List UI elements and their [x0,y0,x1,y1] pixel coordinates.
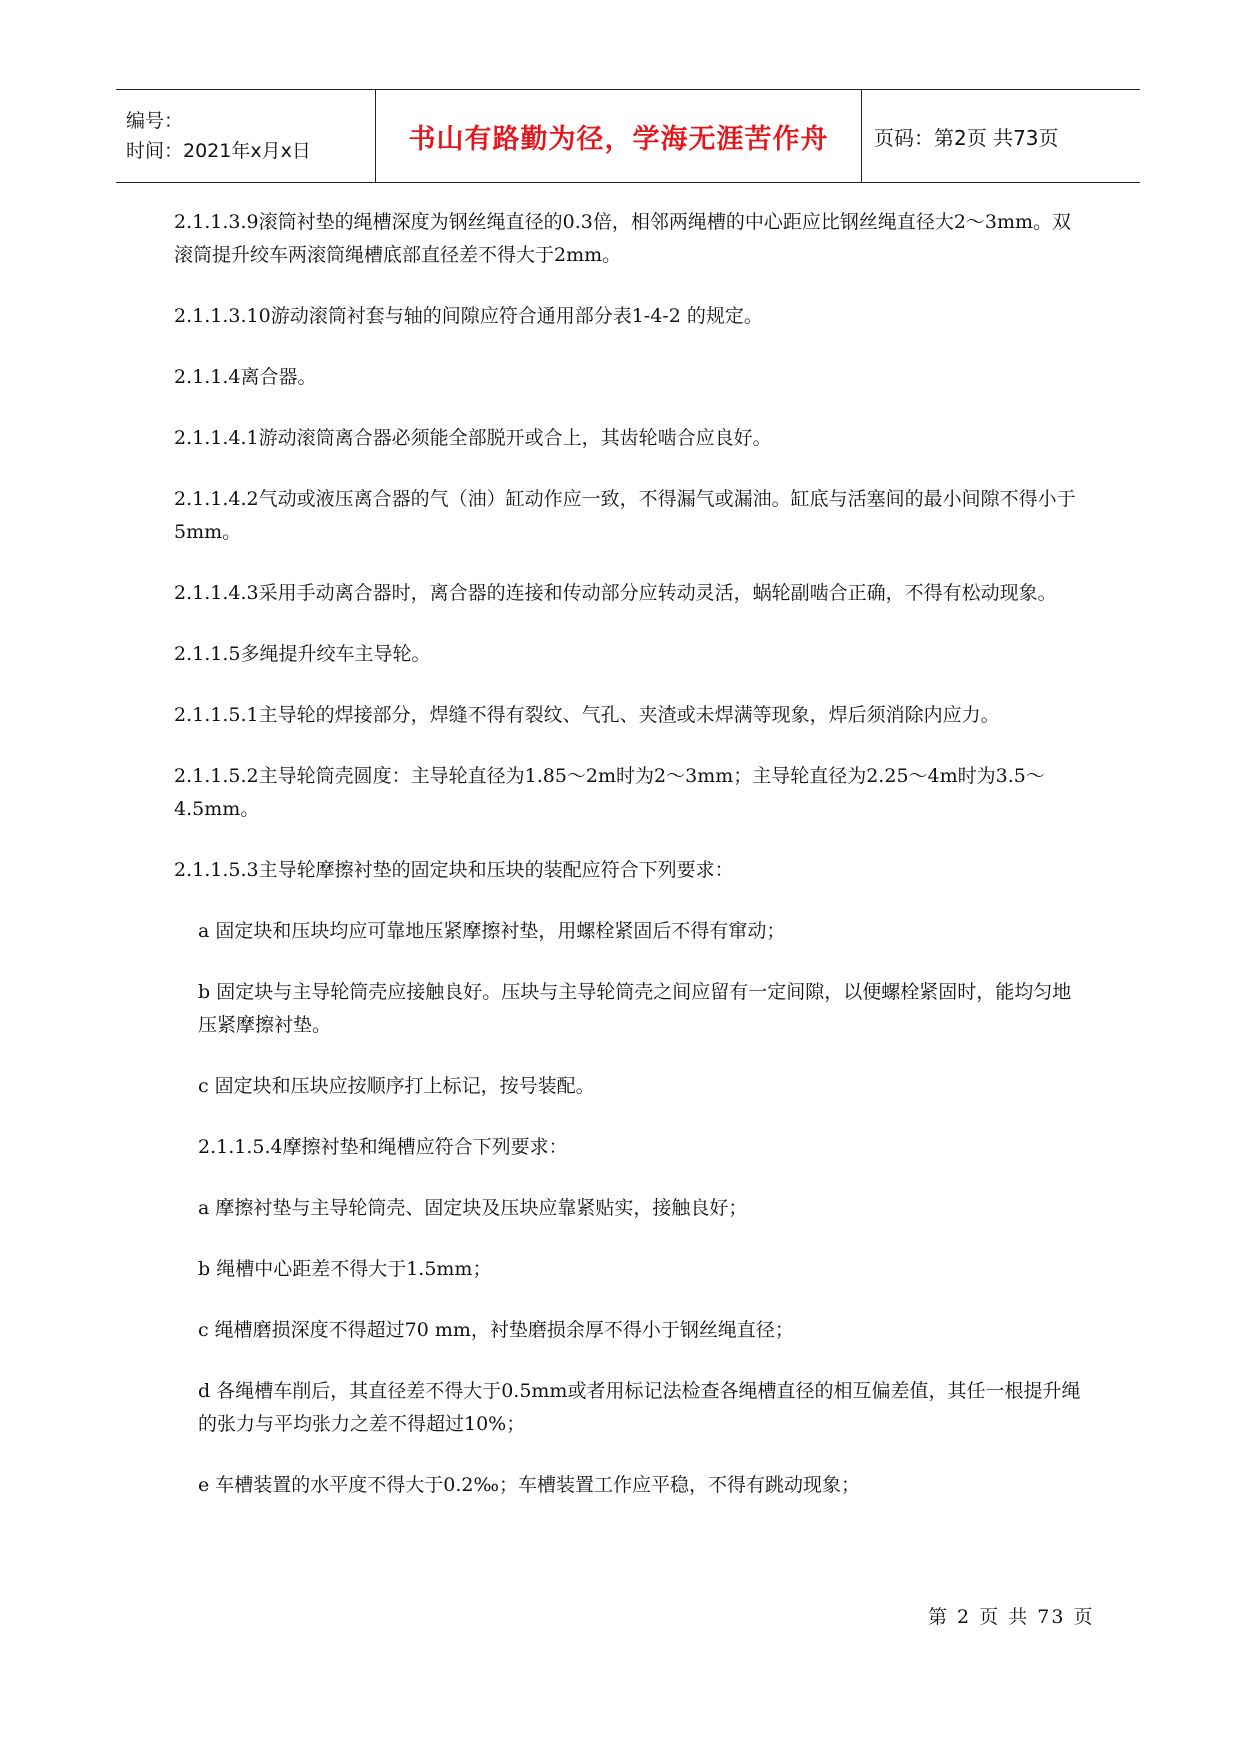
list-item: d 各绳槽车削后，其直径差不得大于0.5mm或者用标记法检查各绳槽直径的相互偏差值，其任一根提升绳的张力与平均张力之差不得超过10%； [198,1380,1081,1435]
paragraph: 2.1.1.5.4摩擦衬垫和绳槽应符合下列要求： [198,1136,568,1158]
list-item: a 摩擦衬垫与主导轮筒壳、固定块及压块应靠紧贴实，接触良好； [198,1197,748,1219]
paragraph: 2.1.1.4.2气动或液压离合器的气（油）缸动作应一致，不得漏气或漏油。缸底与活塞间的最小间隙不得小于5mm。 [174,488,1076,543]
page-header [116,89,1140,183]
paragraph: 2.1.1.5.3主导轮摩擦衬垫的固定块和压块的装配应符合下列要求： [174,859,734,881]
document-time-label: 时间：2021年x月x日 [126,140,311,162]
list-item: c 固定块和压块应按顺序打上标记，按号装配。 [198,1075,595,1097]
header-motto: 书山有路勤为径，学海无涯苦作舟 [376,90,862,182]
list-item: e 车槽装置的水平度不得大于0.2‰；车槽装置工作应平稳，不得有跳动现象； [198,1474,860,1496]
paragraph: 2.1.1.5.1主导轮的焊接部分，焊缝不得有裂纹、气孔、夹渣或未焊满等现象，焊后须消除内应力。 [174,704,1000,726]
header-page-info: 页码：第2页 共73页 [874,125,1059,150]
document-body [174,206,1084,1530]
list-item: a 固定块和压块均应可靠地压紧摩擦衬垫，用螺栓紧固后不得有窜动； [198,920,786,942]
paragraph: 2.1.1.4.3采用手动离合器时，离合器的连接和传动部分应转动灵活，蜗轮副啮合正确，不得有松动现象。 [174,582,1057,604]
paragraph: 2.1.1.4离合器。 [174,366,317,388]
paragraph: 2.1.1.3.10游动滚筒衬套与轴的间隙应符合通用部分表1-4-2 的规定。 [174,305,763,327]
paragraph: 2.1.1.3.9滚筒衬垫的绳槽深度为钢丝绳直径的0.3倍，相邻两绳槽的中心距应比钢丝绳直径大2～3mm。双滚筒提升绞车两滚筒绳槽底部直径差不得大于2mm。 [174,211,1072,266]
list-item: b 固定块与主导轮筒壳应接触良好。压块与主导轮筒壳之间应留有一定间隙，以便螺栓紧固时，能均匀地压紧摩擦衬垫。 [198,981,1072,1036]
list-item: c 绳槽磨损深度不得超过70 mm，衬垫磨损余厚不得小于钢丝绳直径； [198,1319,794,1341]
list-item: b 绳槽中心距差不得大于1.5mm； [198,1258,492,1280]
header-meta [116,90,376,182]
paragraph: 2.1.1.5多绳提升绞车主导轮。 [174,643,431,665]
paragraph: 2.1.1.5.2主导轮筒壳圆度：主导轮直径为1.85～2m时为2～3mm；主导轮直径为2.25～4m时为3.5～4.5mm。 [174,765,1045,820]
paragraph: 2.1.1.4.1游动滚筒离合器必须能全部脱开或合上，其齿轮啮合应良好。 [174,427,772,449]
page-footer: 第 2 页 共 73 页 [928,1606,1095,1628]
document-code-label: 编号： [126,110,184,132]
